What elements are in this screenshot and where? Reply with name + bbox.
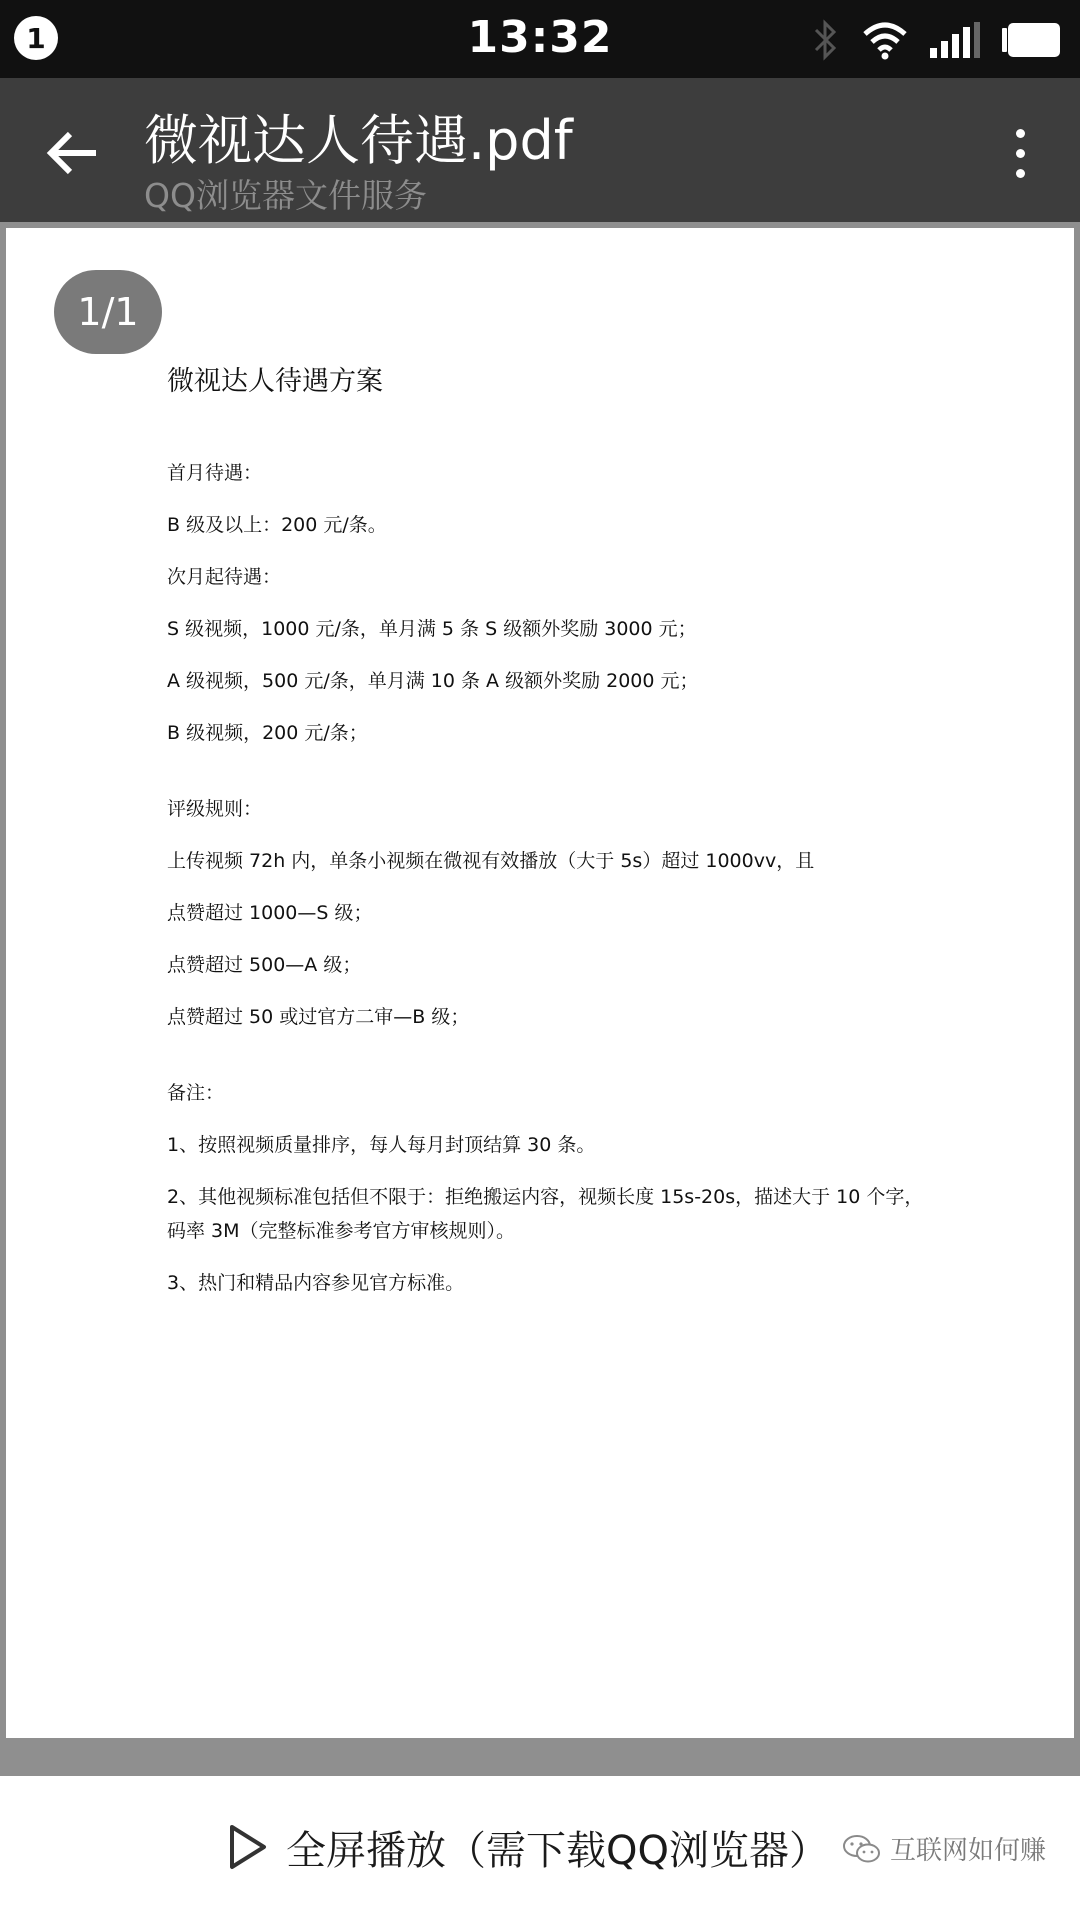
watermark bbox=[842, 1830, 1046, 1867]
page-counter: 1/1 bbox=[54, 270, 162, 354]
document-line: 点赞超过 1000—S 级； bbox=[167, 902, 373, 924]
document-title: 微视达人待遇方案 bbox=[167, 366, 383, 397]
document-line: S 级视频，1000 元/条，单月满 5 条 S 级额外奖励 3000 元； bbox=[167, 618, 697, 640]
more-dot-icon bbox=[1016, 149, 1025, 158]
status-bar bbox=[0, 0, 1080, 78]
document-line: 2、其他视频标准包括但不限于：拒绝搬运内容，视频长度 15s-20s，描述大于 10 个字，码率 3M（完整标准参考官方审核规则）。 bbox=[167, 1186, 924, 1242]
pdf-page bbox=[6, 228, 1074, 1738]
bluetooth-icon bbox=[810, 18, 840, 62]
signal-icon bbox=[930, 22, 980, 58]
page-subtitle: QQ浏览器文件服务 bbox=[144, 176, 427, 215]
watermark-text: 互联网如何赚 bbox=[889, 1836, 1046, 1866]
document-line: 评级规则： bbox=[167, 798, 263, 820]
more-options-button[interactable] bbox=[988, 114, 1052, 192]
document-line: A 级视频，500 元/条，单月满 10 条 A 级额外奖励 2000 元； bbox=[167, 670, 699, 692]
document-line: 次月起待遇： bbox=[167, 566, 282, 588]
battery-icon bbox=[1002, 23, 1060, 57]
bottom-bar bbox=[0, 1776, 1080, 1920]
document-line: 上传视频 72h 内，单条小视频在微视有效播放（大于 5s）超过 1000vv，且 bbox=[167, 850, 815, 872]
document-line: B 级及以上：200 元/条。 bbox=[167, 514, 387, 536]
document-line: 首月待遇： bbox=[167, 462, 263, 484]
back-button[interactable] bbox=[30, 114, 114, 192]
document-line: B 级视频，200 元/条； bbox=[167, 722, 368, 744]
pdf-viewer[interactable] bbox=[0, 222, 1080, 1776]
document-content bbox=[167, 364, 927, 1318]
document-line: 1、按照视频质量排序，每人每月封顶结算 30 条。 bbox=[167, 1134, 596, 1156]
fullscreen-play-button[interactable] bbox=[228, 1812, 829, 1882]
status-icons bbox=[810, 18, 1060, 62]
document-line: 3、热门和精品内容参见官方标准。 bbox=[167, 1272, 465, 1294]
notification-badge: 1 bbox=[14, 16, 58, 60]
fullscreen-play-label: 全屏播放（需下载QQ浏览器） bbox=[286, 1827, 829, 1874]
arrow-left-icon bbox=[46, 131, 98, 175]
app-bar bbox=[0, 78, 1080, 222]
document-line: 点赞超过 500—A 级； bbox=[167, 954, 362, 976]
document-line: 点赞超过 50 或过官方二审—B 级； bbox=[167, 1006, 470, 1028]
status-time: 13:32 bbox=[467, 12, 613, 63]
wechat-icon bbox=[842, 1833, 882, 1865]
document-line: 备注： bbox=[167, 1082, 225, 1104]
more-dot-icon bbox=[1016, 129, 1025, 138]
play-icon bbox=[228, 1824, 268, 1870]
more-dot-icon bbox=[1016, 169, 1025, 178]
page-title: 微视达人待遇.pdf bbox=[144, 109, 573, 172]
wifi-icon bbox=[862, 20, 908, 60]
